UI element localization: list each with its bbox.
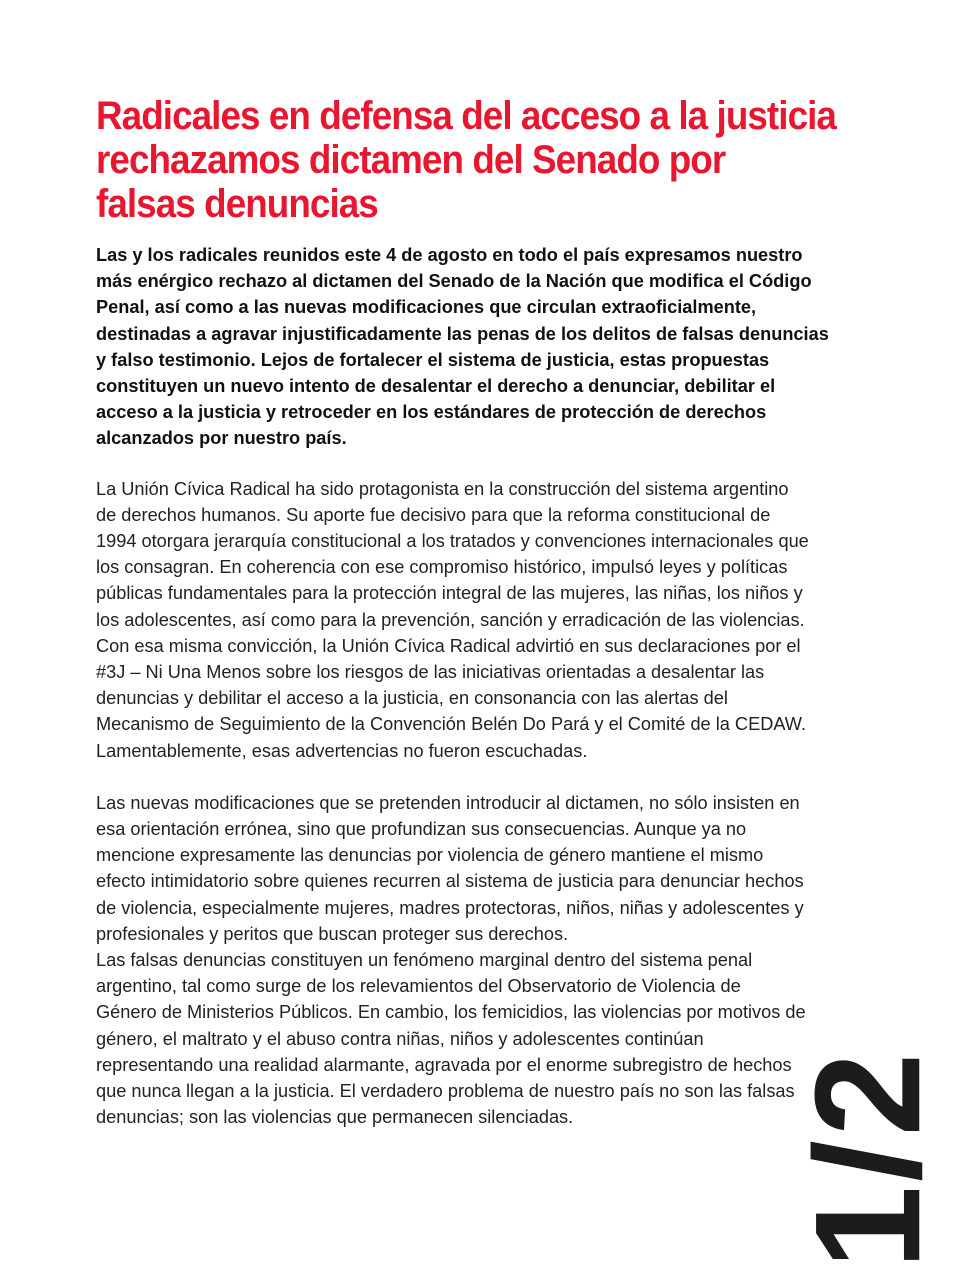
- body-line: profesionales y peritos que buscan proteger sus derechos.: [96, 923, 569, 944]
- lead-line: Penal, así como a las nuevas modificaciones que circulan extraoficialmente,: [96, 297, 757, 318]
- body-line: 1994 otorgara jerarquía constitucional a los tratados y convenciones internacionales que: [96, 531, 809, 552]
- body-line: Con esa misma convicción, la Unión Cívica Radical advirtió en sus declaraciones por el: [96, 635, 801, 656]
- lead-line: acceso a la justicia y retroceder en los estándares de protección de derechos: [96, 402, 767, 423]
- body-line: Las falsas denuncias constituyen un fenómeno marginal dentro del sistema penal: [96, 950, 753, 971]
- body-line: #3J – Ni Una Menos sobre los riesgos de las iniciativas orientadas a desalentar las: [96, 662, 765, 683]
- body-line: que nunca llegan a la justicia. El verdadero problema de nuestro país no son las falsas: [96, 1081, 795, 1102]
- body-line: Mecanismo de Seguimiento de la Convención Belén Do Pará y el Comité de la CEDAW.: [96, 714, 807, 735]
- document-title: [96, 94, 887, 226]
- title-line: Radicales en defensa del acceso a la justicia: [96, 94, 836, 138]
- body-line: Género de Ministerios Públicos. En cambio, los femicidios, las violencias por motivos de: [96, 1002, 806, 1023]
- body-line: Las nuevas modificaciones que se pretenden introducir al dictamen, no sólo insisten en: [96, 792, 800, 813]
- body-line: efecto intimidatorio sobre quienes recurren al sistema de justicia para denunciar hechos: [96, 871, 804, 892]
- body-line: La Unión Cívica Radical ha sido protagonista en la construcción del sistema argentino: [96, 478, 789, 499]
- document-body: [96, 94, 886, 1131]
- lead-paragraph: [96, 242, 886, 452]
- body-paragraph-2: [96, 790, 886, 1131]
- body-line: denuncias; son las violencias que permanecen silenciadas.: [96, 1107, 574, 1128]
- title-line: rechazamos dictamen del Senado por: [96, 138, 726, 182]
- lead-line: Las y los radicales reunidos este 4 de agosto en todo el país expresamos nuestro: [96, 245, 803, 265]
- lead-line: más enérgico rechazo al dictamen del Senado de la Nación que modifica el Código: [96, 271, 812, 292]
- body-line: de violencia, especialmente mujeres, madres protectoras, niños, niñas y adolescentes y: [96, 897, 804, 918]
- body-line: Lamentablemente, esas advertencias no fueron escuchadas.: [96, 740, 588, 761]
- page-number-marker: 1/2: [783, 1048, 952, 1269]
- body-line: de derechos humanos. Su aporte fue decisivo para que la reforma constitucional de: [96, 504, 771, 525]
- title-line: falsas denuncias: [96, 182, 378, 226]
- body-line: públicas fundamentales para la protección integral de las mujeres, las niñas, los niños y: [96, 583, 803, 604]
- body-line: denuncias y debilitar el acceso a la justicia, en consonancia con las alertas del: [96, 688, 728, 709]
- body-line: esa orientación errónea, sino que profundizan sus consecuencias. Aunque ya no: [96, 819, 747, 840]
- body-line: argentino, tal como surge de los relevamientos del Observatorio de Violencia de: [96, 976, 741, 997]
- body-line: los consagran. En coherencia con ese compromiso histórico, impulsó leyes y políticas: [96, 557, 788, 578]
- lead-line: constituyen un nuevo intento de desalentar el derecho a denunciar, debilitar el: [96, 376, 776, 397]
- lead-line: destinadas a agravar injustificadamente las penas de los delitos de falsas denuncias: [96, 323, 829, 344]
- body-line: representando una realidad alarmante, agravada por el enorme subregistro de hechos: [96, 1054, 792, 1075]
- lead-line: y falso testimonio. Lejos de fortalecer el sistema de justicia, estas propuestas: [96, 349, 770, 370]
- body-paragraph-1: [96, 476, 886, 764]
- lead-line: alcanzados por nuestro país.: [96, 428, 347, 449]
- body-line: mencione expresamente las denuncias por violencia de género mantiene el mismo: [96, 845, 764, 866]
- body-line: los adolescentes, así como para la prevención, sanción y erradicación de las violencias.: [96, 609, 805, 630]
- body-line: género, el maltrato y el abuso contra niñas, niños y adolescentes continúan: [96, 1028, 704, 1049]
